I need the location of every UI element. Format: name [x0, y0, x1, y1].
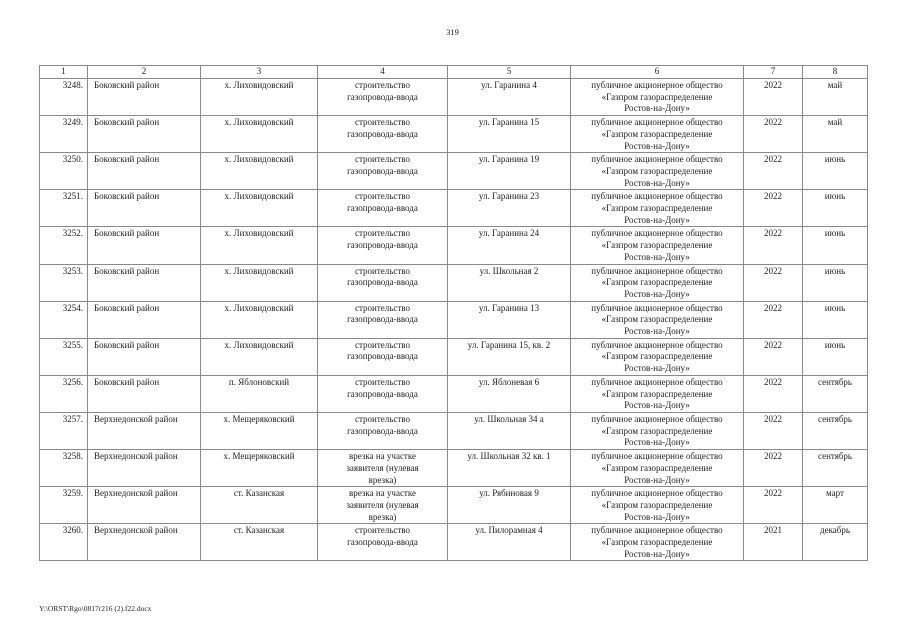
- settlement: х. Лиховидовский: [201, 153, 318, 190]
- settlement: х. Лиховидовский: [201, 79, 318, 116]
- month: июнь: [803, 338, 868, 375]
- year: 2022: [744, 190, 803, 227]
- organization-line: Ростов-на-Дону»: [624, 214, 690, 225]
- work-type-line: строительство: [355, 413, 410, 424]
- year: 2022: [744, 412, 803, 449]
- district: Боковский район: [88, 153, 201, 190]
- organization: [571, 487, 744, 524]
- district: Боковский район: [88, 190, 201, 227]
- organization-line: Ростов-на-Дону»: [624, 326, 690, 337]
- month: декабрь: [803, 524, 868, 561]
- work-type-line: врезка): [368, 474, 397, 485]
- organization-line: Ростов-на-Дону»: [624, 437, 690, 448]
- district: Боковский район: [88, 301, 201, 338]
- table-row: [40, 227, 868, 264]
- organization-line: публичное акционерное общество: [591, 339, 723, 350]
- settlement: ст. Казанская: [201, 524, 318, 561]
- year: 2022: [744, 264, 803, 301]
- settlement: х. Мещеряковский: [201, 450, 318, 487]
- row-number: 3260.: [40, 524, 88, 561]
- work-type: [318, 450, 448, 487]
- address: ул. Гаранина 4: [448, 79, 571, 116]
- address: ул. Школьная 2: [448, 264, 571, 301]
- column-number: 6: [571, 66, 744, 79]
- file-path-footer: Y:\ORST\Rgo\0817r216 (2).f22.docx: [39, 604, 152, 613]
- address: ул. Гаранина 15, кв. 2: [448, 338, 571, 375]
- month: май: [803, 79, 868, 116]
- organization-line: Ростов-на-Дону»: [624, 548, 690, 559]
- organization: [571, 79, 744, 116]
- work-type-line: газопровода-ввода: [347, 425, 418, 436]
- work-type: [318, 190, 448, 227]
- row-number: 3253.: [40, 264, 88, 301]
- organization-line: публичное акционерное общество: [591, 191, 723, 202]
- work-type-line: газопровода-ввода: [347, 314, 418, 325]
- work-type-line: строительство: [355, 228, 410, 239]
- month: июнь: [803, 190, 868, 227]
- year: 2022: [744, 450, 803, 487]
- organization: [571, 375, 744, 412]
- work-type: [318, 524, 448, 561]
- organization: [571, 412, 744, 449]
- column-number: 4: [318, 66, 448, 79]
- organization-line: «Газпром газораспределение: [601, 425, 713, 436]
- organization-line: «Газпром газораспределение: [601, 499, 713, 510]
- organization-line: Ростов-на-Дону»: [624, 288, 690, 299]
- district: Боковский район: [88, 338, 201, 375]
- address: ул. Рябиновая 9: [448, 487, 571, 524]
- row-number: 3250.: [40, 153, 88, 190]
- table-row: [40, 190, 868, 227]
- work-type: [318, 487, 448, 524]
- organization-line: «Газпром газораспределение: [601, 462, 713, 473]
- organization-line: Ростов-на-Дону»: [624, 363, 690, 374]
- work-type: [318, 79, 448, 116]
- organization: [571, 450, 744, 487]
- table-row: [40, 264, 868, 301]
- district: Боковский район: [88, 264, 201, 301]
- settlement: х. Лиховидовский: [201, 301, 318, 338]
- district: Боковский район: [88, 79, 201, 116]
- organization: [571, 338, 744, 375]
- organization-line: Ростов-на-Дону»: [624, 140, 690, 151]
- district: Верхнедонской район: [88, 450, 201, 487]
- address: ул. Гаранина 23: [448, 190, 571, 227]
- month: июнь: [803, 264, 868, 301]
- work-type-line: врезка): [368, 511, 397, 522]
- district: Верхнедонской район: [88, 412, 201, 449]
- organization-line: «Газпром газораспределение: [601, 537, 713, 548]
- organization-line: Ростов-на-Дону»: [624, 251, 690, 262]
- organization-line: «Газпром газораспределение: [601, 351, 713, 362]
- table-row: [40, 412, 868, 449]
- work-type: [318, 116, 448, 153]
- address: ул. Гаранина 15: [448, 116, 571, 153]
- settlement: х. Мещеряковский: [201, 412, 318, 449]
- district: Верхнедонской район: [88, 487, 201, 524]
- organization-line: «Газпром газораспределение: [601, 277, 713, 288]
- organization-line: Ростов-на-Дону»: [624, 400, 690, 411]
- work-type-line: строительство: [355, 302, 410, 313]
- organization: [571, 301, 744, 338]
- settlement: х. Лиховидовский: [201, 227, 318, 264]
- month: июнь: [803, 301, 868, 338]
- organization: [571, 153, 744, 190]
- district: Боковский район: [88, 227, 201, 264]
- organization-line: «Газпром газораспределение: [601, 91, 713, 102]
- organization-line: публичное акционерное общество: [591, 451, 723, 462]
- organization: [571, 116, 744, 153]
- organization-line: Ростов-на-Дону»: [624, 103, 690, 114]
- organization-line: публичное акционерное общество: [591, 413, 723, 424]
- organization: [571, 190, 744, 227]
- organization-line: публичное акционерное общество: [591, 376, 723, 387]
- year: 2022: [744, 487, 803, 524]
- row-number: 3258.: [40, 450, 88, 487]
- work-type-line: газопровода-ввода: [347, 165, 418, 176]
- organization-line: «Газпром газораспределение: [601, 165, 713, 176]
- organization-line: «Газпром газораспределение: [601, 388, 713, 399]
- table-row: [40, 338, 868, 375]
- work-type-line: врезка на участке: [348, 488, 417, 499]
- organization-line: публичное акционерное общество: [591, 302, 723, 313]
- column-number: 1: [40, 66, 88, 79]
- work-type-line: строительство: [355, 265, 410, 276]
- work-type: [318, 153, 448, 190]
- month: июнь: [803, 153, 868, 190]
- month: сентябрь: [803, 375, 868, 412]
- year: 2022: [744, 338, 803, 375]
- table-row: [40, 375, 868, 412]
- organization-line: Ростов-на-Дону»: [624, 474, 690, 485]
- year: 2022: [744, 227, 803, 264]
- month: сентябрь: [803, 412, 868, 449]
- year: 2022: [744, 301, 803, 338]
- work-type: [318, 227, 448, 264]
- row-number: 3256.: [40, 375, 88, 412]
- settlement: х. Лиховидовский: [201, 190, 318, 227]
- table-row: [40, 116, 868, 153]
- work-type-line: заявителя (нулевая: [346, 462, 419, 473]
- row-number: 3255.: [40, 338, 88, 375]
- work-type-line: строительство: [355, 376, 410, 387]
- work-type-line: газопровода-ввода: [347, 388, 418, 399]
- organization: [571, 524, 744, 561]
- month: май: [803, 116, 868, 153]
- table-row: [40, 450, 868, 487]
- organization-line: Ростов-на-Дону»: [624, 177, 690, 188]
- work-type-line: газопровода-ввода: [347, 91, 418, 102]
- settlement: х. Лиховидовский: [201, 264, 318, 301]
- work-type-line: газопровода-ввода: [347, 537, 418, 548]
- organization-line: публичное акционерное общество: [591, 265, 723, 276]
- organization-line: публичное акционерное общество: [591, 488, 723, 499]
- organization-line: публичное акционерное общество: [591, 117, 723, 128]
- organization-line: публичное акционерное общество: [591, 80, 723, 90]
- row-number: 3251.: [40, 190, 88, 227]
- column-number-row: [40, 66, 868, 79]
- row-number: 3259.: [40, 487, 88, 524]
- year: 2022: [744, 153, 803, 190]
- organization-line: публичное акционерное общество: [591, 228, 723, 239]
- organization-line: «Газпром газораспределение: [601, 314, 713, 325]
- work-type: [318, 264, 448, 301]
- work-type: [318, 301, 448, 338]
- row-number: 3249.: [40, 116, 88, 153]
- column-number: 7: [744, 66, 803, 79]
- year: 2022: [744, 79, 803, 116]
- work-type: [318, 338, 448, 375]
- work-type-line: строительство: [355, 339, 410, 350]
- organization: [571, 264, 744, 301]
- work-type-line: строительство: [355, 154, 410, 165]
- organization-line: «Газпром газораспределение: [601, 203, 713, 214]
- settlement: х. Лиховидовский: [201, 116, 318, 153]
- work-type: [318, 412, 448, 449]
- month: июнь: [803, 227, 868, 264]
- organization: [571, 227, 744, 264]
- row-number: 3252.: [40, 227, 88, 264]
- table-row: [40, 487, 868, 524]
- column-number: 5: [448, 66, 571, 79]
- work-type-line: строительство: [355, 117, 410, 128]
- row-number: 3257.: [40, 412, 88, 449]
- table-row: [40, 79, 868, 116]
- month: сентябрь: [803, 450, 868, 487]
- organization-line: Ростов-на-Дону»: [624, 511, 690, 522]
- column-number: 8: [803, 66, 868, 79]
- work-type-line: газопровода-ввода: [347, 277, 418, 288]
- settlement: х. Лиховидовский: [201, 338, 318, 375]
- work-type-line: газопровода-ввода: [347, 240, 418, 251]
- work-type-line: строительство: [355, 525, 410, 536]
- district: Боковский район: [88, 116, 201, 153]
- district: Боковский район: [88, 375, 201, 412]
- year: 2022: [744, 116, 803, 153]
- column-number: 3: [201, 66, 318, 79]
- work-type-line: врезка на участке: [348, 451, 417, 462]
- month: март: [803, 487, 868, 524]
- work-type-line: газопровода-ввода: [347, 203, 418, 214]
- address: ул. Школьная 32 кв. 1: [448, 450, 571, 487]
- settlement: п. Яблоновский: [201, 375, 318, 412]
- work-type: [318, 375, 448, 412]
- work-type-line: строительство: [355, 191, 410, 202]
- page-number: 319: [446, 27, 459, 37]
- organization-line: «Газпром газораспределение: [601, 240, 713, 251]
- table-row: [40, 153, 868, 190]
- organization-line: «Газпром газораспределение: [601, 128, 713, 139]
- row-number: 3248.: [40, 79, 88, 116]
- table-row: [40, 301, 868, 338]
- table-row: [40, 524, 868, 561]
- address: ул. Гаранина 19: [448, 153, 571, 190]
- address: ул. Пилорамная 4: [448, 524, 571, 561]
- work-type-line: газопровода-ввода: [347, 128, 418, 139]
- year: 2022: [744, 375, 803, 412]
- address: ул. Яблоневая 6: [448, 375, 571, 412]
- year: 2021: [744, 524, 803, 561]
- row-number: 3254.: [40, 301, 88, 338]
- settlement: ст. Казанская: [201, 487, 318, 524]
- organization-line: публичное акционерное общество: [591, 525, 723, 536]
- district: Верхнедонской район: [88, 524, 201, 561]
- work-type-line: заявителя (нулевая: [346, 499, 419, 510]
- work-type-line: газопровода-ввода: [347, 351, 418, 362]
- work-type-line: строительство: [355, 80, 410, 90]
- address: ул. Школьная 34 а: [448, 412, 571, 449]
- address: ул. Гаранина 13: [448, 301, 571, 338]
- organization-line: публичное акционерное общество: [591, 154, 723, 165]
- work-plan-table: [39, 65, 868, 561]
- column-number: 2: [88, 66, 201, 79]
- address: ул. Гаранина 24: [448, 227, 571, 264]
